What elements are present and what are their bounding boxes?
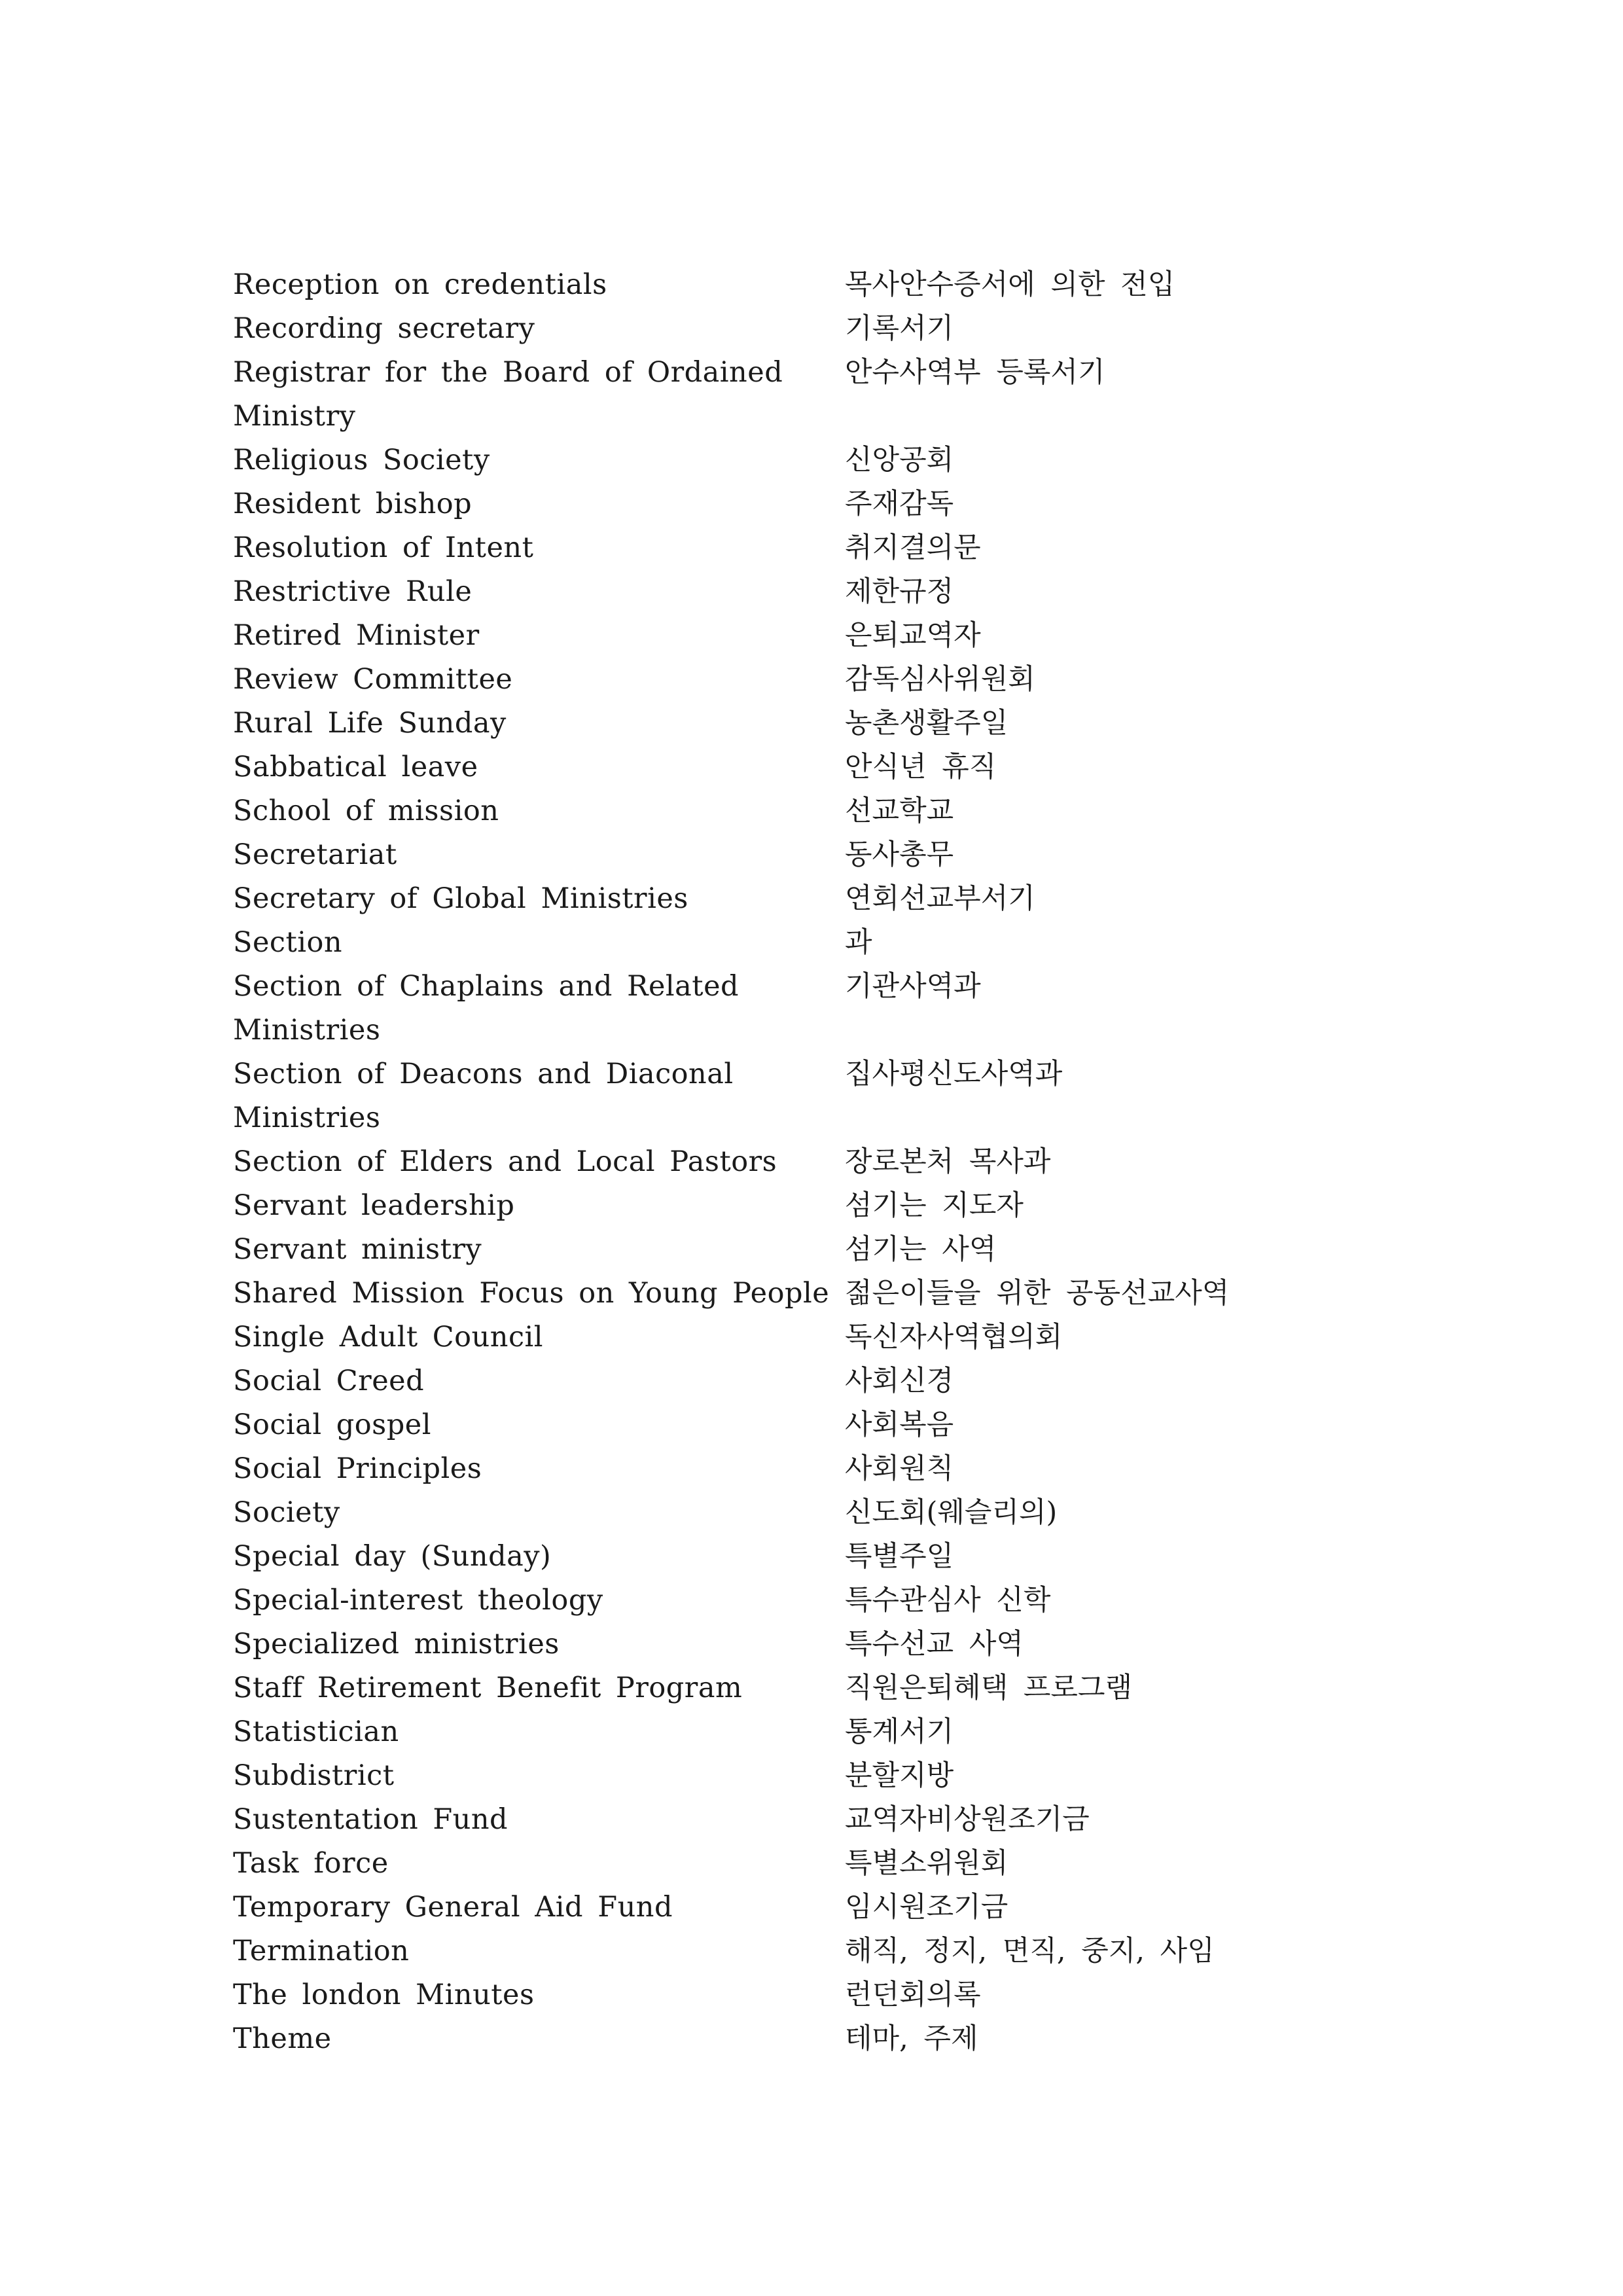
glossary-term: Temporary General Aid Fund [233, 1891, 673, 1924]
glossary-translation: 특별주일 [845, 1540, 954, 1573]
glossary-term: Registrar for the Board of Ordained Ministry [233, 356, 783, 433]
glossary-row [233, 570, 1411, 614]
glossary-term: Sabbatical leave [233, 751, 478, 783]
glossary-row [233, 1842, 1411, 1886]
glossary-term: Religious Society [233, 444, 490, 476]
glossary-translation: 사회원칙 [845, 1452, 954, 1485]
glossary-term: Servant leadership [233, 1189, 515, 1222]
glossary-translation: 목사안수증서에 의한 전입 [845, 268, 1175, 301]
glossary-translation: 통계서기 [845, 1715, 954, 1748]
glossary-row [233, 263, 1411, 307]
glossary-term: Review Committee [233, 663, 513, 696]
glossary-row [233, 1535, 1411, 1579]
glossary-term: Secretary of Global Ministries [233, 882, 688, 915]
glossary-term: Single Adult Council [233, 1321, 544, 1354]
glossary-translation: 섬기는 지도자 [845, 1189, 1024, 1222]
glossary-translation: 은퇴교역자 [845, 619, 981, 652]
glossary-term: Restrictive Rule [233, 575, 473, 608]
glossary-translation: 특수선교 사역 [845, 1628, 1024, 1660]
glossary-term: Special-interest theology [233, 1584, 603, 1617]
glossary-row [233, 1929, 1411, 1973]
glossary-term: Section of Deacons and Diaconal Ministries [233, 1058, 734, 1134]
glossary-row [233, 1184, 1411, 1228]
glossary-translation: 직원은퇴혜택 프로그램 [845, 1672, 1133, 1704]
glossary-row [233, 1403, 1411, 1447]
glossary-translation: 런던회의록 [845, 1979, 981, 2011]
glossary-translation: 분할지방 [845, 1759, 954, 1792]
glossary-translation: 제한규정 [845, 575, 954, 608]
glossary-term: Special day (Sunday) [233, 1540, 552, 1573]
glossary-row [233, 965, 1411, 1052]
glossary-translation: 연회선교부서기 [845, 882, 1035, 915]
glossary-translation: 안수사역부 등록서기 [845, 356, 1105, 389]
glossary-term: The london Minutes [233, 1979, 535, 2011]
glossary-term: Specialized ministries [233, 1628, 560, 1660]
glossary-term: Statistician [233, 1715, 399, 1748]
glossary-row [233, 1754, 1411, 1798]
glossary-translation: 과 [845, 926, 872, 959]
glossary-row [233, 1272, 1411, 1316]
glossary-translation: 젊은이들을 위한 공동선교사역 [845, 1277, 1230, 1310]
glossary-term: Resolution of Intent [233, 531, 534, 564]
glossary-row [233, 1228, 1411, 1272]
glossary-row [233, 1140, 1411, 1184]
glossary-term: Shared Mission Focus on Young People [233, 1277, 830, 1310]
glossary-term: Staff Retirement Benefit Program [233, 1672, 743, 1704]
glossary-translation: 집사평신도사역과 [845, 1058, 1063, 1090]
glossary-term: Social Principles [233, 1452, 482, 1485]
glossary-translation: 취지결의문 [845, 531, 981, 564]
glossary-term: Theme [233, 2022, 332, 2055]
glossary-term: Social gospel [233, 1408, 431, 1441]
glossary-row [233, 789, 1411, 833]
glossary-row [233, 1491, 1411, 1535]
glossary-row [233, 1973, 1411, 2017]
glossary-term: Sustentation Fund [233, 1803, 508, 1836]
glossary-row [233, 614, 1411, 658]
glossary-translation: 감독심사위원회 [845, 663, 1035, 696]
glossary-translation: 독신자사역협의회 [845, 1321, 1063, 1354]
glossary-term: Section of Elders and Local Pastors [233, 1145, 777, 1178]
glossary-row [233, 702, 1411, 745]
glossary-translation: 테마, 주제 [845, 2022, 978, 2055]
glossary-row [233, 833, 1411, 877]
glossary-row [233, 1579, 1411, 1623]
glossary-term: Termination [233, 1935, 410, 1967]
glossary-row [233, 658, 1411, 702]
glossary-row [233, 1798, 1411, 1842]
glossary-translation: 기록서기 [845, 312, 954, 345]
glossary-term: Retired Minister [233, 619, 480, 652]
glossary-row [233, 439, 1411, 482]
glossary-row [233, 1623, 1411, 1666]
glossary-term: School of mission [233, 795, 499, 827]
glossary-translation: 신앙공회 [845, 444, 954, 476]
glossary-row [233, 1359, 1411, 1403]
glossary-row [233, 2017, 1411, 2061]
glossary-row [233, 921, 1411, 965]
glossary-row [233, 877, 1411, 921]
glossary-row [233, 351, 1411, 439]
glossary-translation: 선교학교 [845, 795, 954, 827]
glossary-translation: 특별소위원회 [845, 1847, 1008, 1880]
glossary-row [233, 745, 1411, 789]
glossary-term: Task force [233, 1847, 389, 1880]
glossary-row [233, 526, 1411, 570]
glossary-row [233, 1052, 1411, 1140]
glossary-list [233, 263, 1411, 2061]
glossary-translation: 섬기는 사역 [845, 1233, 997, 1266]
glossary-translation: 장로본처 목사과 [845, 1145, 1051, 1178]
glossary-translation: 안식년 휴직 [845, 751, 997, 783]
glossary-translation: 교역자비상원조기금 [845, 1803, 1090, 1836]
glossary-row [233, 1886, 1411, 1929]
glossary-translation: 주재감독 [845, 488, 954, 520]
glossary-term: Social Creed [233, 1365, 425, 1397]
glossary-row [233, 1447, 1411, 1491]
glossary-term: Secretariat [233, 838, 397, 871]
glossary-term: Resident bishop [233, 488, 473, 520]
glossary-term: Subdistrict [233, 1759, 395, 1792]
glossary-translation: 농촌생활주일 [845, 707, 1008, 740]
glossary-term: Recording secretary [233, 312, 535, 345]
glossary-term: Society [233, 1496, 340, 1529]
glossary-term: Reception on credentials [233, 268, 607, 301]
glossary-translation: 기관사역과 [845, 970, 981, 1003]
glossary-translation: 특수관심사 신학 [845, 1584, 1051, 1617]
glossary-translation: 임시원조기금 [845, 1891, 1008, 1924]
glossary-translation: 해직, 정지, 면직, 중지, 사임 [845, 1935, 1215, 1967]
glossary-term: Section of Chaplains and Related Ministries [233, 970, 740, 1047]
glossary-translation: 동사총무 [845, 838, 954, 871]
glossary-row [233, 1316, 1411, 1359]
glossary-translation: 사회복음 [845, 1408, 954, 1441]
glossary-row [233, 307, 1411, 351]
glossary-row [233, 1710, 1411, 1754]
glossary-translation: 신도회(웨슬리의) [845, 1496, 1058, 1529]
glossary-row [233, 1666, 1411, 1710]
glossary-term: Section [233, 926, 343, 959]
glossary-term: Servant ministry [233, 1233, 482, 1266]
glossary-row [233, 482, 1411, 526]
glossary-term: Rural Life Sunday [233, 707, 507, 740]
glossary-translation: 사회신경 [845, 1365, 954, 1397]
